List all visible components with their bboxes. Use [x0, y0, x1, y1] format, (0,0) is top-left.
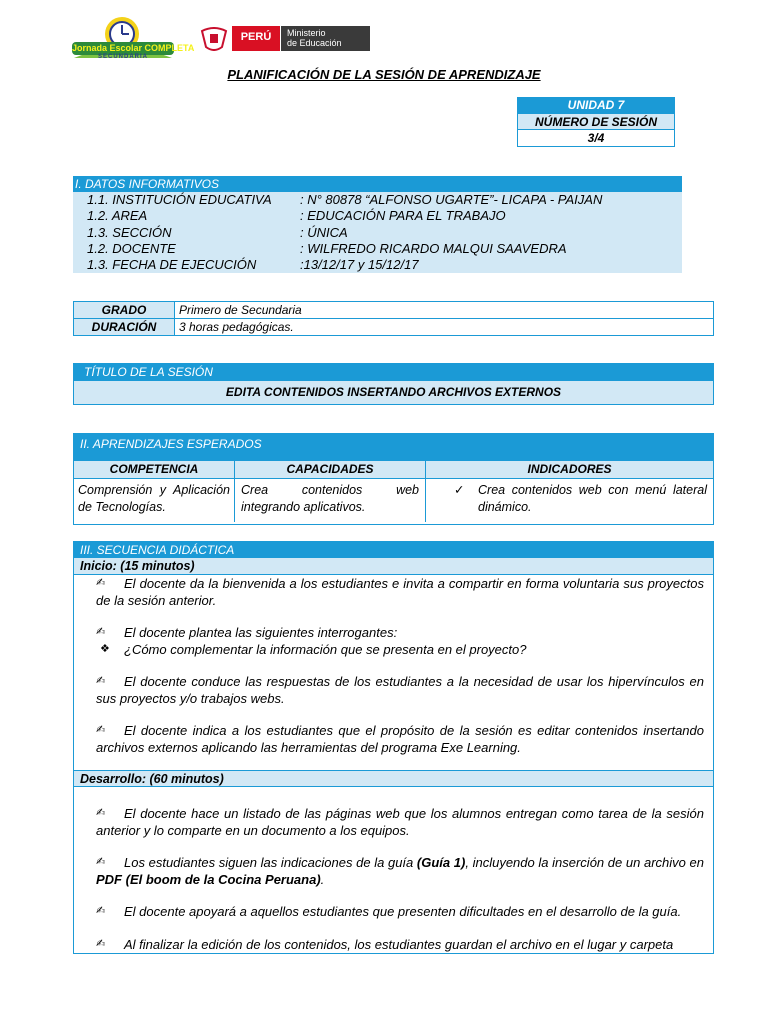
unit-box: [517, 97, 675, 147]
datos-value: : ÚNICA: [300, 225, 348, 240]
grado-label: GRADO: [74, 302, 175, 319]
ministry-line2: de Educación: [287, 38, 342, 48]
inicio-label: Inicio: (15 minutos): [74, 558, 713, 575]
inicio-subitem: [96, 641, 704, 658]
unit-label: UNIDAD 7: [517, 97, 675, 113]
datos-label: 1.2. AREA: [87, 208, 148, 223]
datos-row: [87, 257, 419, 273]
logo-text: Jornada Escolar COMPLETA: [72, 43, 195, 53]
pen-bullet-icon: ✍: [96, 626, 106, 638]
logo-sub: SECUNDARIA: [97, 54, 148, 60]
desarrollo-item: [96, 903, 704, 920]
inicio-item: [96, 624, 704, 641]
datos-row: [87, 241, 567, 257]
desarrollo-label: Desarrollo: (60 minutos): [74, 770, 713, 787]
datos-block: [73, 192, 682, 273]
peru-coat-of-arms-icon: [200, 27, 228, 51]
secuencia-box: [73, 541, 714, 954]
competencia-cell: Comprensión y Aplicación de Tecnologías.: [74, 478, 235, 522]
inicio-text: El docente plantea las siguientes interrogantes:: [124, 625, 398, 640]
competencia-header: COMPETENCIA: [74, 461, 235, 478]
inicio-subitem-text: ¿Cómo complementar la información que se presenta en el proyecto?: [124, 642, 527, 657]
titulo-box: [73, 363, 714, 405]
desarrollo-text: .: [320, 872, 325, 887]
pen-bullet-icon: ✍: [96, 856, 106, 868]
datos-label: 1.2. DOCENTE: [87, 241, 176, 256]
jec-logo: [70, 14, 195, 62]
inicio-item: [96, 575, 704, 609]
grado-table: [73, 301, 714, 336]
aprendizajes-box: [73, 433, 714, 525]
pen-bullet-icon: ✍: [96, 724, 106, 736]
pen-bullet-icon: ✍: [96, 577, 106, 589]
desarrollo-text: Al finalizar la edición de los contenidos, los estudiantes guardan el archivo en el lugar y carpeta: [124, 937, 674, 952]
desarrollo-item: [96, 936, 704, 953]
session-number-label: NÚMERO DE SESIÓN: [517, 113, 675, 130]
session-number-value: 3/4: [517, 130, 675, 147]
grado-value: Primero de Secundaria: [175, 302, 714, 319]
desarrollo-text: Los estudiantes siguen las indicaciones de la guía: [124, 855, 417, 870]
datos-row: [87, 208, 506, 224]
indicadores-cell: [426, 478, 714, 522]
datos-value: : N° 80878 “ALFONSO UGARTE”- LICAPA - PAIJAN: [300, 192, 603, 207]
pen-bullet-icon: ✍: [96, 905, 106, 917]
inicio-item: [96, 722, 704, 756]
desarrollo-item: [96, 854, 704, 888]
aprendizajes-table: [74, 461, 713, 522]
desarrollo-text: El docente apoyará a aquellos estudiantes que presenten dificultades en el desarrollo de la guía.: [124, 904, 682, 919]
duracion-label: DURACIÓN: [74, 319, 175, 336]
datos-value: :13/12/17 y 15/12/17: [300, 257, 419, 272]
secuencia-heading: III. SECUENCIA DIDÁCTICA: [74, 542, 713, 558]
desarrollo-text: El docente hace un listado de las páginas web que los alumnos entregan como tarea de la sesión anterior y lo comparte en un documento a los equipos.: [96, 806, 704, 838]
inicio-text: El docente conduce las respuestas de los estudiantes a la necesidad de usar los hipervínculos en sus proyectos y/o trabajos webs.: [96, 674, 704, 706]
indicadores-header: INDICADORES: [426, 461, 714, 478]
diamond-bullet-icon: ❖: [100, 643, 110, 655]
inicio-text: El docente indica a los estudiantes que el propósito de la sesión es editar contenidos insertando archivos externos aplicando las herramientas del programa Exe Learning.: [96, 723, 704, 755]
desarrollo-item: [96, 805, 704, 839]
titulo-value: EDITA CONTENIDOS INSERTANDO ARCHIVOS EXTERNOS: [74, 381, 713, 404]
desarrollo-bold: (Guía 1): [416, 855, 466, 870]
datos-value: : WILFREDO RICARDO MALQUI SAAVEDRA: [300, 241, 567, 256]
peru-label: PERÚ: [240, 31, 272, 43]
datos-row: [87, 192, 602, 208]
duracion-value: 3 horas pedagógicas.: [175, 319, 714, 336]
inicio-item: [96, 673, 704, 707]
pen-bullet-icon: ✍: [96, 675, 106, 687]
document-title: PLANIFICACIÓN DE LA SESIÓN DE APRENDIZAJE: [227, 67, 541, 82]
datos-label: 1.3. SECCIÓN: [87, 225, 172, 240]
inicio-text: El docente da la bienvenida a los estudiantes e invita a compartir en forma voluntaria sus proyectos de la sesión anterior.: [96, 576, 704, 608]
pen-bullet-icon: ✍: [96, 938, 106, 950]
capacidades-header: CAPACIDADES: [235, 461, 426, 478]
datos-label: 1.3. FECHA DE EJECUCIÓN: [87, 257, 257, 272]
aprendizajes-heading: II. APRENDIZAJES ESPERADOS: [74, 434, 713, 461]
ministry-line1: Ministerio: [287, 28, 326, 38]
desarrollo-text: , incluyendo la inserción de un archivo en: [465, 855, 704, 870]
capacidades-cell: Crea contenidos web integrando aplicativos.: [235, 478, 426, 522]
datos-value: : EDUCACIÓN PARA EL TRABAJO: [300, 208, 506, 223]
indicadores-text: Crea contenidos web con menú lateral dinámico.: [478, 482, 707, 514]
datos-heading: I. DATOS INFORMATIVOS: [73, 176, 682, 192]
check-icon: ✓: [454, 482, 465, 497]
datos-label: 1.1. INSTITUCIÓN EDUCATIVA: [87, 192, 272, 207]
datos-row: [87, 225, 348, 241]
peru-ministry-banner: [232, 26, 370, 51]
pen-bullet-icon: ✍: [96, 807, 106, 819]
desarrollo-bold: PDF (El boom de la Cocina Peruana): [96, 872, 321, 887]
titulo-heading: TÍTULO DE LA SESIÓN: [74, 364, 713, 381]
